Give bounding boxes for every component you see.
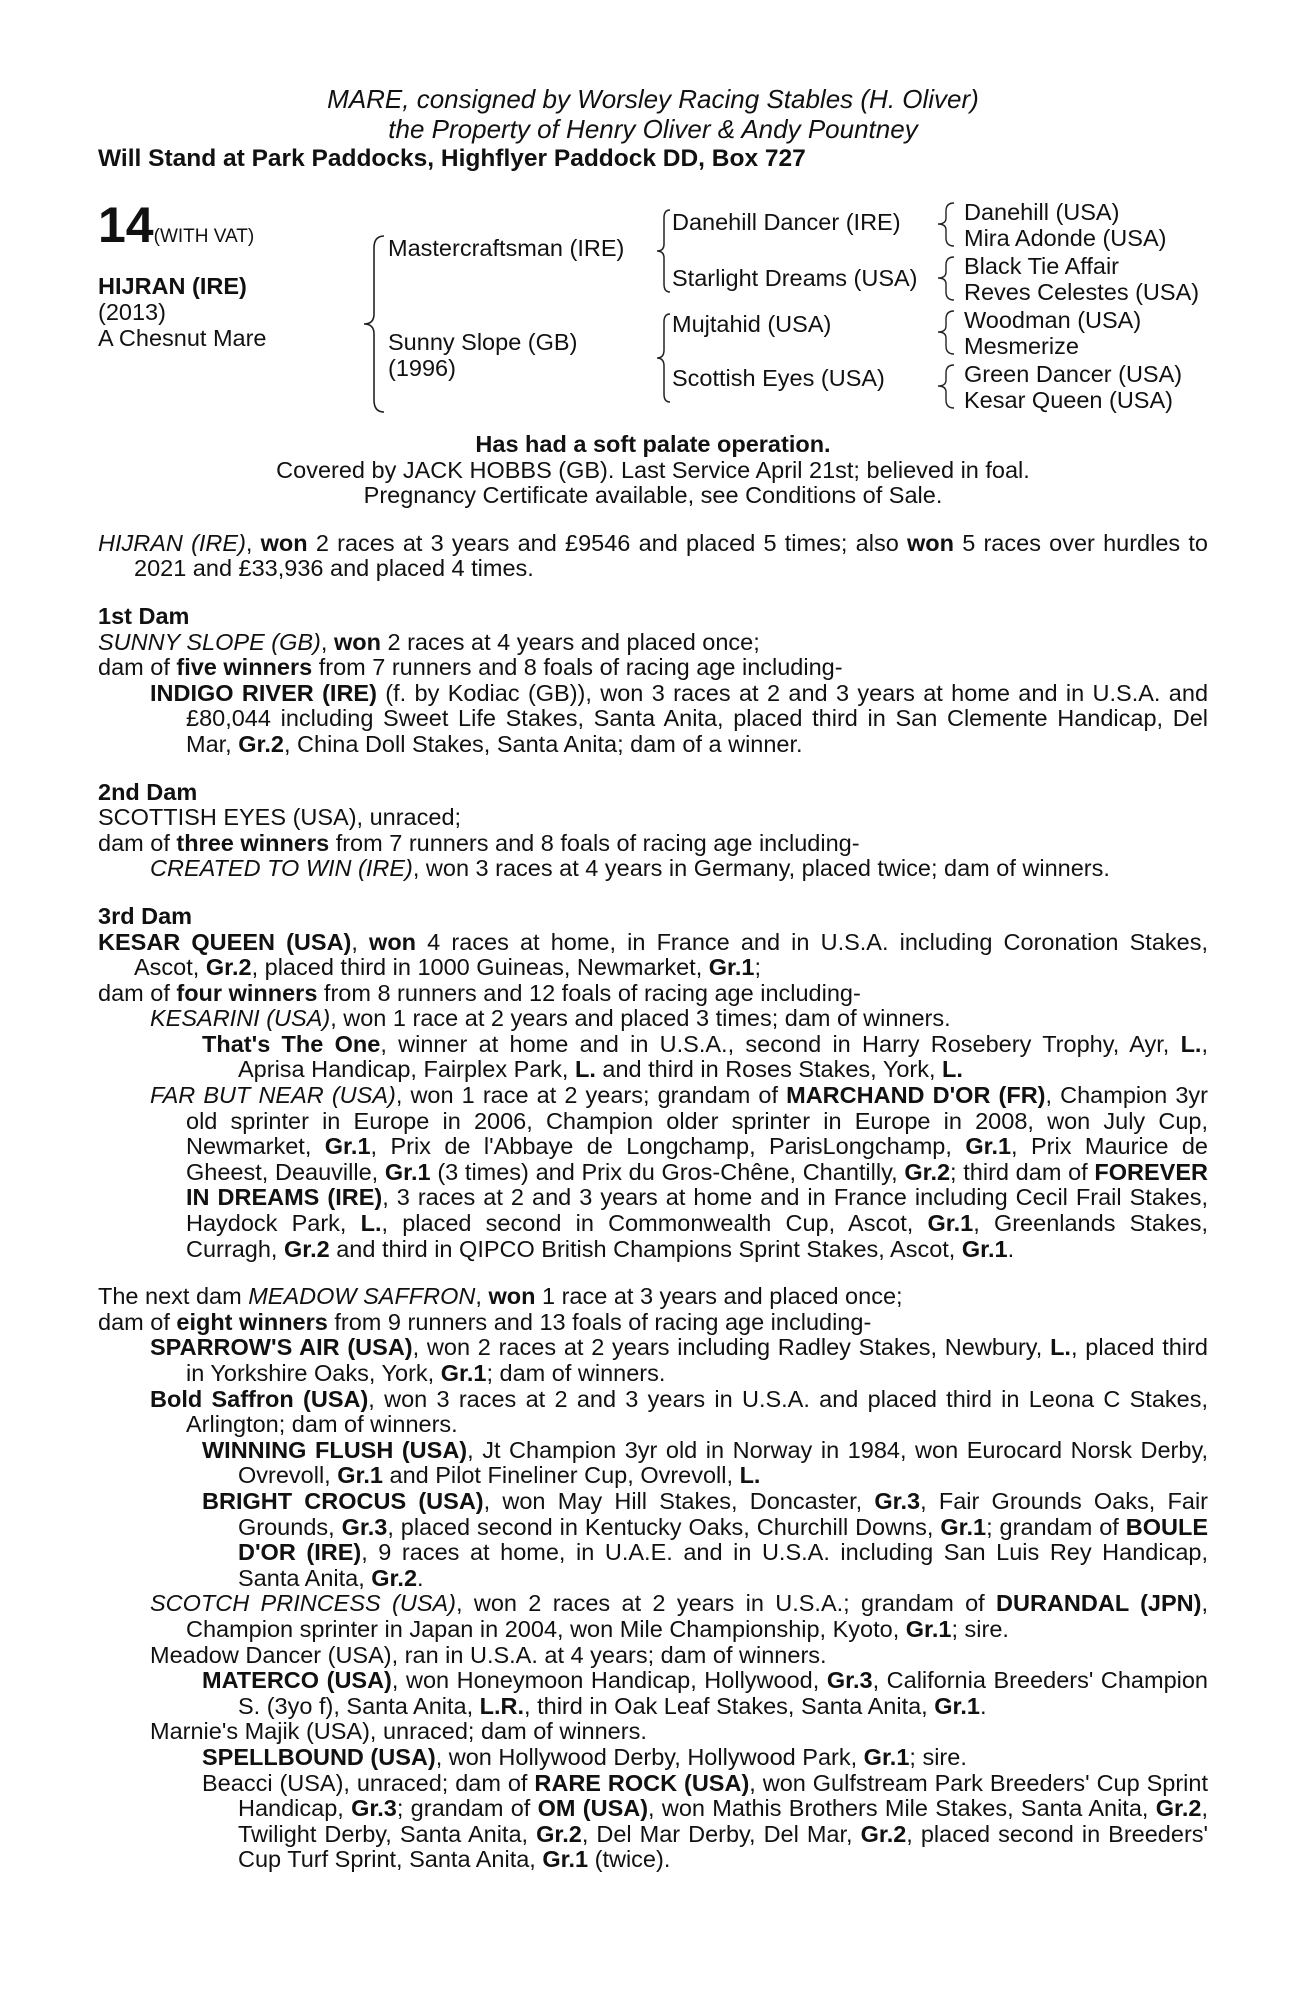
produce-line [98, 1310, 1208, 1336]
text: , Greenlands Stakes, Curragh, [186, 1210, 1208, 1262]
text: ; grandam of [396, 1795, 538, 1822]
text: five winners [176, 654, 313, 681]
text: Gr.1 [961, 1235, 1008, 1262]
text: , 9 races at home, in U.A.E. and in U.S.A. including San Luis Rey Handicap, Santa Anita, [238, 1539, 1208, 1591]
text: won [488, 1283, 536, 1310]
text: . [1007, 1235, 1015, 1262]
section-title: 2nd Dam [98, 778, 198, 805]
horse-name: BRIGHT CROCUS (USA) [202, 1487, 484, 1514]
text: , Jt Champion 3yr old in Norway in 1984, won Eurocard Norsk Derby, Ovrevoll, [238, 1436, 1208, 1489]
text: Gr.2 [371, 1564, 418, 1591]
text: , won 1 race at 2 years and placed 3 times; dam of winners. [330, 1005, 951, 1032]
sire-dam-name: Starlight Dreams (USA) [672, 265, 918, 291]
text: from 7 runners and 8 foals of racing age including- [312, 654, 843, 681]
produce-entry [98, 1335, 1208, 1386]
horse-year: (2013) [98, 299, 166, 325]
dam-name: Sunny Slope (GB) [388, 329, 578, 355]
horse-name: HIJRAN (IRE) [98, 273, 247, 299]
stand-line: Will Stand at Park Paddocks, Highflyer Paddock DD, Box 727 [98, 145, 806, 172]
text: , won 1 race at 2 years; grandam of [395, 1082, 787, 1109]
text: dam of [98, 829, 177, 856]
dam-year: (1996) [388, 355, 456, 381]
text: L. [360, 1210, 382, 1237]
gg-1: Danehill (USA) [964, 199, 1120, 225]
text: Gr.2 [904, 1158, 951, 1185]
text: , Prix de l'Abbaye de Longchamp, ParisLongchamp, [370, 1133, 966, 1160]
summary-text: , [245, 529, 261, 556]
horse-name: Bold Saffron (USA) [150, 1385, 369, 1412]
third-dam-section [98, 904, 1208, 1262]
text: , placed second in Kentucky Oaks, Churchill Downs, [387, 1513, 941, 1540]
produce-line [98, 831, 1208, 857]
gg-7: Green Dancer (USA) [964, 361, 1183, 387]
text: Gr.1 [905, 1615, 952, 1642]
text: (3 times) and Prix du Gros-Chêne, Chantilly, [430, 1158, 905, 1185]
text: . [979, 1692, 987, 1719]
covered-note: Covered by JACK HOBBS (GB). Last Service April 21st; believed in foal. [276, 456, 1030, 483]
text: , [320, 628, 334, 655]
text: L. [574, 1056, 596, 1083]
text: Gr.3 [874, 1487, 921, 1514]
dam-brace [654, 312, 674, 404]
first-dam-section [98, 604, 1208, 758]
text: OM (USA) [537, 1795, 649, 1822]
text: dam of [98, 654, 177, 681]
horse-description: A Chesnut Mare [98, 325, 267, 351]
produce-line [98, 981, 1208, 1007]
sire-sire-name: Danehill Dancer (IRE) [672, 209, 901, 235]
produce-entry [98, 1083, 1208, 1262]
dam-name: KESAR QUEEN (USA) [98, 928, 352, 955]
horse-name: SCOTCH PRINCESS (USA) [150, 1590, 456, 1617]
text: , Twilight Derby, Santa Anita, [238, 1795, 1208, 1847]
next-dam-section [98, 1284, 1208, 1873]
text: , won 2 races at 2 years in U.S.A.; grandam of [456, 1590, 997, 1617]
lot-number: 14 [98, 197, 154, 253]
summary-text: 2 races at 3 years and £9546 and placed 5 times; also [307, 529, 907, 556]
text: ; third dam of [950, 1158, 1095, 1185]
text: Gr.1 [965, 1133, 1012, 1160]
text: , won Gulfstream Park Breeders' Cup Sprint Handicap, [238, 1769, 1208, 1822]
summary-text: 5 races over hurdles to 2021 and £33,936 and placed 4 times. [134, 529, 1208, 582]
text: Gr.1 [927, 1210, 974, 1237]
text: L. [942, 1056, 963, 1083]
produce-entry: Meadow Dancer (USA), ran in U.S.A. at 4 years; dam of winners. [150, 1641, 827, 1668]
gg-2: Mira Adonde (USA) [964, 225, 1167, 251]
text: , won Mathis Brothers Mile Stakes, Santa Anita, [648, 1795, 1156, 1822]
consignor-line: MARE, consigned by Worsley Racing Stables (H. Oliver) [327, 84, 979, 114]
summary-horse: HIJRAN (IRE) [98, 529, 246, 556]
text: ; sire. [909, 1743, 967, 1770]
text: from 7 runners and 8 foals of racing age including- [329, 829, 860, 856]
text: , placed third in Yorkshire Oaks, York, [186, 1334, 1208, 1386]
text: , California Breeders' Champion S. (3yo f), Santa Anita, [238, 1667, 1209, 1719]
text: , Prix Maurice de Gheest, Deauville, [186, 1133, 1209, 1185]
text: ; [754, 954, 762, 981]
text: , Aprisa Handicap, Fairplex Park, [238, 1030, 1208, 1083]
produce-entry [98, 1668, 1208, 1719]
text: L.R. [479, 1692, 525, 1719]
text: eight winners [176, 1308, 328, 1335]
gg-8: Kesar Queen (USA) [964, 387, 1173, 413]
dam-sire-name: Mujtahid (USA) [672, 311, 832, 337]
text: , [475, 1283, 489, 1310]
text: 1 race at 3 years and placed once; [535, 1283, 903, 1310]
text: (twice). [588, 1846, 671, 1873]
text: Gr.3 [826, 1667, 873, 1694]
text: . [417, 1564, 424, 1591]
text: Gr.2 [536, 1820, 582, 1847]
text: , won Honeymoon Handicap, Hollywood, [391, 1667, 827, 1694]
text: ; dam of winners. [486, 1360, 666, 1386]
produce-entry [98, 1489, 1208, 1591]
gg-6: Mesmerize [964, 333, 1079, 359]
text: , placed third in 1000 Guineas, Newmarket, [251, 954, 709, 981]
operation-note: Has had a soft palate operation. [475, 431, 831, 457]
horse-name: That's The One [202, 1030, 381, 1057]
text: , won Hollywood Derby, Hollywood Park, [435, 1743, 864, 1770]
horse-name: MATERCO (USA) [202, 1667, 392, 1694]
text: Gr.1 [863, 1743, 910, 1770]
section-title: 1st Dam [98, 602, 190, 629]
produce-entry [98, 1438, 1208, 1489]
certificate-note: Pregnancy Certificate available, see Conditions of Sale. [363, 482, 943, 509]
sire-name: Mastercraftsman (IRE) [388, 235, 625, 261]
text: FOREVER IN DREAMS (IRE) [186, 1158, 1208, 1211]
text: (f. by Kodiac (GB)), won 3 races at 2 and 3 years at home and in U.S.A. and £80,044 including Sweet Life Stakes, Santa Anita, placed third in San Clemente Handicap, Del Mar, [186, 679, 1209, 757]
text: 2 races at 4 years and placed once; [380, 628, 760, 655]
text: ; grandam of [986, 1513, 1126, 1540]
lot-number-block [98, 197, 255, 253]
text: dam of [98, 979, 177, 1006]
text: Gr.1 [384, 1158, 431, 1185]
horse-name: RARE ROCK (USA) [534, 1769, 750, 1796]
text: , won 2 races at 2 years including Radley Stakes, Newbury, [412, 1334, 1051, 1361]
text: , [351, 928, 370, 955]
text: Gr.1 [337, 1462, 383, 1489]
dam-line [98, 1284, 1208, 1310]
text: Gr.1 [542, 1846, 589, 1873]
text: , won 3 races at 4 years in Germany, placed twice; dam of winners. [412, 855, 1110, 882]
gg-5: Woodman (USA) [964, 307, 1142, 333]
text: dam of [98, 1308, 177, 1335]
produce-entry [98, 1745, 1208, 1771]
text: 4 races at home, in France and in U.S.A. including Coronation Stakes, Ascot, [134, 928, 1208, 981]
text: three winners [176, 829, 330, 856]
summary-text: won [260, 529, 308, 556]
text: Gr.1 [324, 1133, 371, 1160]
dam-name: MEADOW SAFFRON [248, 1283, 476, 1310]
text: Gr.3 [341, 1513, 388, 1540]
catalogue-page [98, 84, 1208, 1873]
dam-line [98, 930, 1208, 981]
produce-entry [98, 681, 1208, 758]
text: Gr.3 [351, 1795, 397, 1822]
produce-entry: Marnie's Majik (USA), unraced; dam of winners. [150, 1718, 647, 1745]
race-summary [98, 531, 1208, 582]
lot-header [98, 84, 1208, 174]
text: Gr.2 [205, 954, 252, 981]
text: Gr.2 [283, 1235, 330, 1262]
text: , China Doll Stakes, Santa Anita; dam of a winner. [283, 730, 803, 757]
dam-line: SCOTTISH EYES (USA), unraced; [98, 804, 462, 831]
horse-name: SPELLBOUND (USA) [202, 1743, 436, 1770]
horse-name: WINNING FLUSH (USA) [202, 1436, 468, 1463]
text: Gr.1 [708, 954, 755, 981]
text: Gr.1 [934, 1692, 980, 1719]
text: Beacci (USA), unraced; dam of [202, 1769, 535, 1796]
text: four winners [176, 979, 318, 1006]
text: , Del Mar Derby, Del Mar, [581, 1820, 861, 1847]
text: and third in QIPCO British Champions Sprint Stakes, Ascot, [329, 1235, 962, 1262]
text: DURANDAL (JPN) [996, 1590, 1202, 1617]
text: L. [1180, 1030, 1202, 1057]
text: , 3 races at 2 and 3 years at home and in France including Cecil Frail Stakes, Haydock Park, [186, 1184, 1208, 1237]
produce-entry [98, 856, 1208, 882]
produce-line [98, 655, 1208, 681]
text: , won May Hill Stakes, Doncaster, [483, 1487, 875, 1514]
text: and Pilot Fineliner Cup, Ovrevoll, [382, 1462, 740, 1489]
sire-brace [654, 208, 674, 294]
text: , Champion sprinter in Japan in 2004, won Mile Championship, Kyoto, [186, 1590, 1209, 1642]
text: won [369, 928, 417, 955]
gg-4: Reves Celestes (USA) [964, 279, 1200, 305]
produce-entry [98, 1771, 1208, 1873]
dam-line [98, 630, 1208, 656]
horse-name: INDIGO RIVER (IRE) [150, 679, 377, 706]
dam-name: SUNNY SLOPE (GB) [98, 628, 321, 655]
horse-name: FAR BUT NEAR (USA) [150, 1082, 396, 1109]
text: , placed second in Commonwealth Cup, Ascot, [381, 1210, 928, 1237]
text: Gr.2 [1155, 1795, 1202, 1822]
summary-text: won [906, 529, 954, 556]
property-line: the Property of Henry Oliver & Andy Pountney [388, 114, 918, 144]
text: L. [1050, 1334, 1071, 1361]
text: ; sire. [951, 1615, 1009, 1642]
text: , Champion 3yr old sprinter in Europe in 2006, Champion older sprinter in Europe in 2008, won July Cup, Newmarket, [186, 1082, 1208, 1160]
horse-name: KESARINI (USA) [150, 1005, 331, 1032]
text: , placed second in Breeders' Cup Turf Sprint, Santa Anita, [238, 1820, 1209, 1873]
horse-name: SPARROW'S AIR (USA) [150, 1334, 413, 1361]
text: BOULE D'OR (IRE) [238, 1513, 1208, 1566]
gg-braces [934, 200, 958, 428]
text: MARCHAND D'OR (FR) [786, 1082, 1046, 1109]
text: Gr.2 [238, 730, 284, 757]
text: , Fair Grounds Oaks, Fair Grounds, [238, 1487, 1208, 1540]
text: from 9 runners and 13 foals of racing age including- [327, 1308, 872, 1335]
pedigree-table [98, 197, 1208, 428]
gg-3: Black Tie Affair [964, 253, 1119, 279]
section-title: 3rd Dam [98, 902, 193, 929]
dam-dam-name: Scottish Eyes (USA) [672, 365, 885, 391]
text: , winner at home and in U.S.A., second in Harry Rosebery Trophy, Ayr, [380, 1030, 1181, 1057]
text: Gr.1 [940, 1513, 987, 1540]
text: The next dam [98, 1283, 249, 1310]
produce-entry [98, 1032, 1208, 1083]
produce-entry [98, 1591, 1208, 1642]
lot-notes [98, 432, 1208, 509]
produce-entry [98, 1387, 1208, 1438]
horse-name: CREATED TO WIN (IRE) [150, 855, 413, 882]
text: Gr.1 [440, 1360, 487, 1386]
text: and third in Roses Stakes, York, [595, 1056, 943, 1083]
text: from 8 runners and 12 foals of racing age including- [317, 979, 861, 1006]
text: won [333, 628, 381, 655]
text: Gr.2 [860, 1820, 907, 1847]
text: , won 3 races at 2 and 3 years in U.S.A. and placed third in Leona C Stakes, Arlington; dam of winners. [186, 1385, 1208, 1438]
text: L. [739, 1462, 761, 1489]
text: , third in Oak Leaf Stakes, Santa Anita, [524, 1692, 935, 1719]
second-dam-section [98, 780, 1208, 882]
main-brace [360, 234, 390, 414]
vat-label: (WITH VAT) [153, 226, 255, 247]
produce-entry [98, 1006, 1208, 1032]
